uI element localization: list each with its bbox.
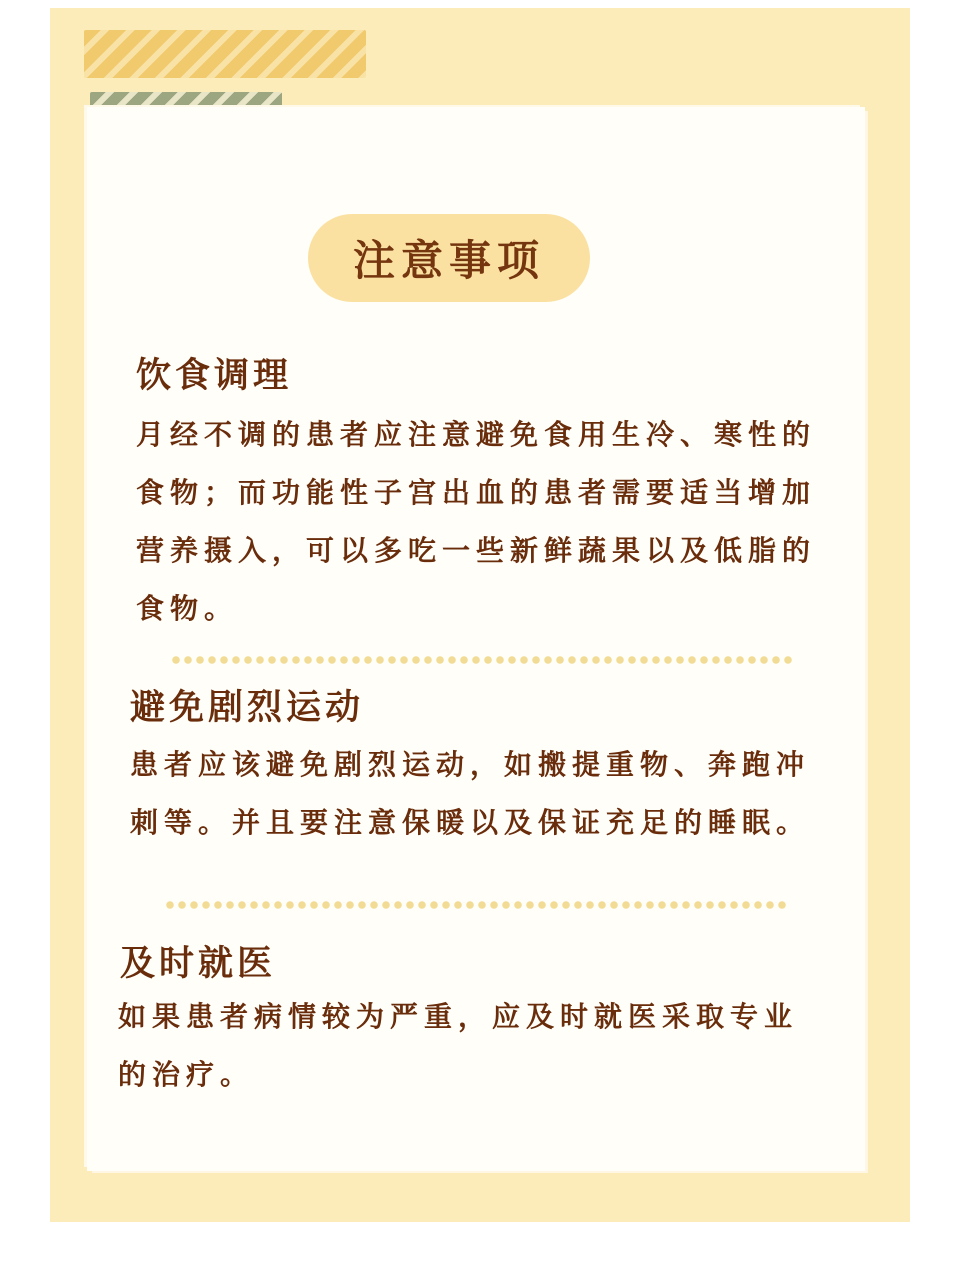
washi-tape-yellow — [84, 30, 366, 78]
page-title: 注意事项 — [352, 236, 545, 285]
dotted-divider — [164, 900, 786, 910]
dotted-divider — [170, 655, 792, 665]
section-body-exercise: 患者应该避免剧烈运动，如搬提重物、奔跑冲刺等。并且要注意保暖以及保证充足的睡眠。 — [130, 748, 811, 839]
section-title-doctor: 及时就医 — [120, 944, 277, 984]
section-title-exercise: 避免剧烈运动 — [130, 688, 365, 728]
section-body-diet: 月经不调的患者应注意避免食用生冷、寒性的食物；而功能性子宫出血的患者需要适当增加营养摄入，可以多吃一些新鲜蔬果以及低脂的食物。 — [136, 418, 817, 625]
section-title-diet: 饮食调理 — [136, 356, 293, 396]
section-body-doctor: 如果患者病情较为严重，应及时就医采取专业的治疗。 — [118, 1000, 799, 1091]
title-badge — [308, 214, 590, 302]
